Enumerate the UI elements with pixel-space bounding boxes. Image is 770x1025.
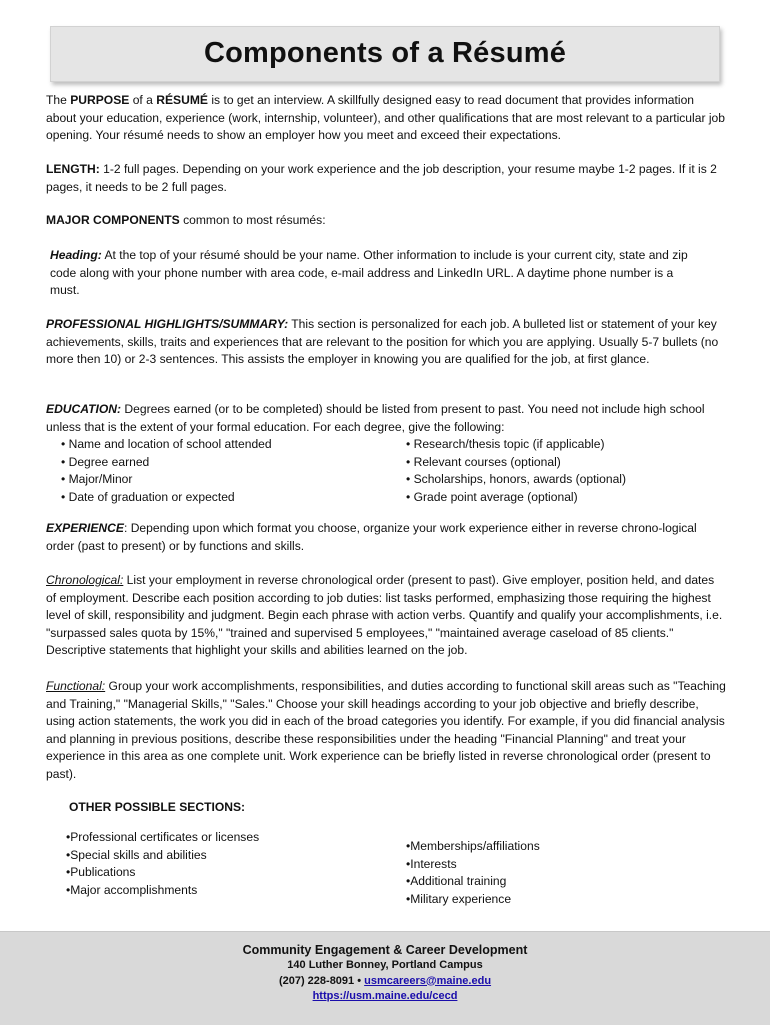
- functional-text: Group your work accomplishments, responsibilities, and duties according to functional skill areas such as "Teaching and Training," "Managerial Skills," "Sales." Choose your skill headings according to your job objective and briefly describe, using action statements, the work you did in each of the broad categories you identify. For example, if you did financial analysis and planning in previous positions, describe these responsibilities under the heading "Financial Planning" and treat your experience in this area as one complete unit. Work experience can be briefly listed in reverse chronological order (present to past).: [46, 679, 726, 781]
- major-components-paragraph: [46, 212, 726, 230]
- footer-address: 140 Luther Bonney, Portland Campus: [287, 959, 483, 971]
- list-item: •Memberships/affiliations: [406, 839, 540, 853]
- footer: [0, 931, 770, 1025]
- length-label: LENGTH:: [46, 162, 100, 176]
- footer-url: [0, 989, 770, 1005]
- heading-text: At the top of your résumé should be your name. Other information to include is your current city, state and zip code along with your phone number with area code, e-mail address and LinkedIn URL. A daytime phone number is a must.: [50, 248, 688, 297]
- list-item: •Professional certificates or licenses: [66, 830, 260, 844]
- list-item: • Degree earned: [61, 454, 150, 469]
- length-text: 1-2 full pages. Depending on your work experience and the job description, your resume maybe 1-2 pages. If it is 2 pages, it needs to be 2 full pages.: [46, 162, 717, 194]
- list-item: •Major accomplishments: [66, 882, 198, 897]
- education-text: Degrees earned (or to be completed) should be listed from present to past. You need not include high school unless that is the extent of your formal education. For each degree, give the following:: [46, 402, 705, 434]
- education-label: EDUCATION:: [46, 402, 122, 416]
- functional-label: Functional:: [46, 679, 106, 693]
- other-sections-heading: [69, 799, 469, 817]
- chronological-paragraph: [46, 572, 726, 660]
- page-title: Components of a Résumé: [203, 37, 567, 70]
- footer-contact: [0, 974, 770, 990]
- list-item: • Scholarships, honors, awards (optional): [406, 472, 627, 486]
- list-item: • Research/thesis topic (if applicable): [406, 437, 605, 451]
- list-item: • Grade point average (optional): [406, 489, 578, 504]
- purpose-label: PURPOSE: [70, 93, 130, 107]
- list-item: •Military experience: [406, 891, 512, 906]
- functional-paragraph: [46, 678, 726, 783]
- length-paragraph: [46, 161, 726, 196]
- purpose-paragraph: [46, 92, 726, 145]
- highlights-paragraph: [46, 316, 726, 369]
- footer-email-link[interactable]: usmcareers@maine.edu: [364, 974, 492, 987]
- experience-text: : Depending upon which format you choose, organize your work experience either in reverse chrono-logical order (past to present) or by functions and skills.: [46, 521, 697, 553]
- footer-separator: •: [354, 974, 365, 987]
- resume-label: RÉSUMÉ: [156, 93, 208, 107]
- list-item: • Date of graduation or expected: [61, 489, 235, 504]
- list-item: • Name and location of school attended: [61, 437, 272, 451]
- highlights-label: PROFESSIONAL HIGHLIGHTS/SUMMARY:: [46, 317, 289, 331]
- purpose-mid: of a: [129, 93, 157, 107]
- chronological-text: List your employment in reverse chronological order (present to past). Give employer, position held, and dates of employment. Describe each position according to job duties: list tasks performed, emphasizing those requiring the highest level of skill, responsibility and judgment. Begin each phrase with action verbs. Quantify and qualify your accomplishments, i.e. "surpassed sales quota by 15%," "trained and supervised 5 employees," "maintained average caseload of 85 clients." Descriptive statements that highlight your skills and abilities learned on the job.: [46, 573, 723, 657]
- list-item: •Special skills and abilities: [66, 847, 207, 862]
- footer-url-link[interactable]: https://usm.maine.edu/cecd: [312, 990, 458, 1002]
- experience-label: EXPERIENCE: [46, 521, 124, 535]
- highlights-text: This section is personalized for each job. A bulleted list or statement of your key achievements, skills, traits and experiences that are relevant to the position for which you are applying. Usually 5-7 bullets (no more then 10) or 2-3 sentences. This assists the employer in knowing you are qualified for the job, at first glance.: [46, 317, 719, 366]
- chronological-label: Chronological:: [46, 573, 124, 587]
- purpose-text: is to get an interview. A skillfully designed easy to read document that provides information about your education, experience (work, internship, volunteer), and other qualifications that are most relevant to a particular job opening. Your résumé needs to show an employer how you meet and exceed their expectations.: [46, 93, 725, 142]
- list-item: •Interests: [406, 856, 457, 871]
- education-paragraph: [46, 401, 726, 436]
- list-item: •Additional training: [406, 874, 507, 888]
- heading-label: Heading:: [50, 248, 102, 262]
- list-item: •Publications: [66, 865, 136, 879]
- footer-org: Community Engagement & Career Development: [242, 943, 528, 957]
- list-item: • Relevant courses (optional): [406, 454, 561, 469]
- major-components-text: common to most résumés:: [179, 213, 326, 227]
- major-components-label: MAJOR COMPONENTS: [46, 213, 180, 227]
- other-sections-label: OTHER POSSIBLE SECTIONS:: [69, 800, 246, 814]
- purpose-pre: The: [46, 93, 71, 107]
- footer-phone: (207) 228-8091: [278, 974, 355, 987]
- list-item: • Major/Minor: [61, 472, 133, 486]
- other-sections-list-left: [66, 829, 386, 899]
- heading-paragraph: [50, 247, 698, 300]
- education-list-left: [61, 436, 391, 506]
- other-sections-list-right: [406, 838, 726, 908]
- education-list-right: [406, 436, 736, 506]
- title-banner: [50, 26, 720, 82]
- experience-paragraph: [46, 520, 708, 555]
